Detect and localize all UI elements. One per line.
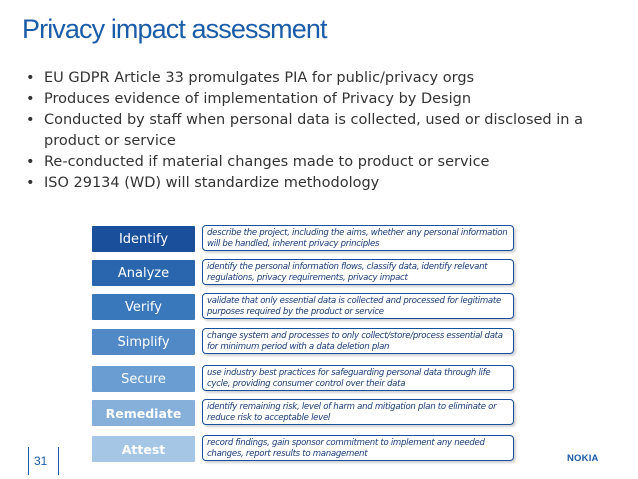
bullet-item [26,173,626,194]
bullet-dot: • [26,70,35,86]
step-desc-analyze: identify the personal information flows, classify data, identify relevant regulations, privacy requirements, privacy impact [202,259,514,285]
slide-title: Privacy impact assessment [22,14,327,44]
step-desc-secure: use industry best practices for safeguarding personal data through life cycle, providing consumer control over their data [202,365,514,391]
step-label-secure: Secure [92,366,195,392]
step-remediate [92,400,522,426]
step-desc-remediate: identify remaining risk, level of harm and mitigation plan to eliminate or reduce risk to acceptable level [202,399,514,425]
bullet-item [26,89,626,110]
bullet-dot: • [26,175,35,191]
page-number: 31 [34,454,48,468]
bullet-text: ISO 29134 (WD) will standardize methodology [44,175,380,191]
bullet-text: Re-conducted if material changes made to product or service [44,154,490,170]
bullet-item [26,152,626,173]
step-label-verify: Verify [92,294,195,320]
step-desc-verify: validate that only essential data is collected and processed for legitimate purposes required by the product or service [202,293,514,319]
step-desc-attest: record findings, gain sponsor commitment to implement any needed changes, report results to management [202,435,514,461]
bullet-item [26,68,626,89]
step-analyze [92,260,522,286]
page-number-divider-right [58,447,59,475]
step-identify [92,226,522,252]
step-label-simplify: Simplify [92,329,195,355]
step-label-attest: Attest [92,436,195,462]
step-label-remediate: Remediate [92,400,195,426]
bullet-dot: • [26,154,35,170]
step-verify [92,294,522,320]
bullet-text: Conducted by staff when personal data is collected, used or disclosed in a product or service [44,112,583,149]
step-label-identify: Identify [92,226,195,252]
bullet-text: EU GDPR Article 33 promulgates PIA for public/privacy orgs [44,70,475,86]
bullet-list [26,68,626,194]
step-attest [92,436,522,462]
step-desc-identify: describe the project, including the aims, whether any personal information will be handled, inherent privacy principles [202,225,514,251]
bullet-text: Produces evidence of implementation of Privacy by Design [44,91,472,107]
page-number-divider-left [28,447,29,475]
bullet-dot: • [26,91,35,107]
step-simplify [92,329,522,355]
bullet-item [26,110,626,152]
step-secure [92,366,522,392]
step-desc-simplify: change system and processes to only collect/store/process essential data for minimum period with a data deletion plan [202,328,514,354]
nokia-logo: NOKIA [567,453,599,464]
step-label-analyze: Analyze [92,260,195,286]
bullet-dot: • [26,112,35,128]
